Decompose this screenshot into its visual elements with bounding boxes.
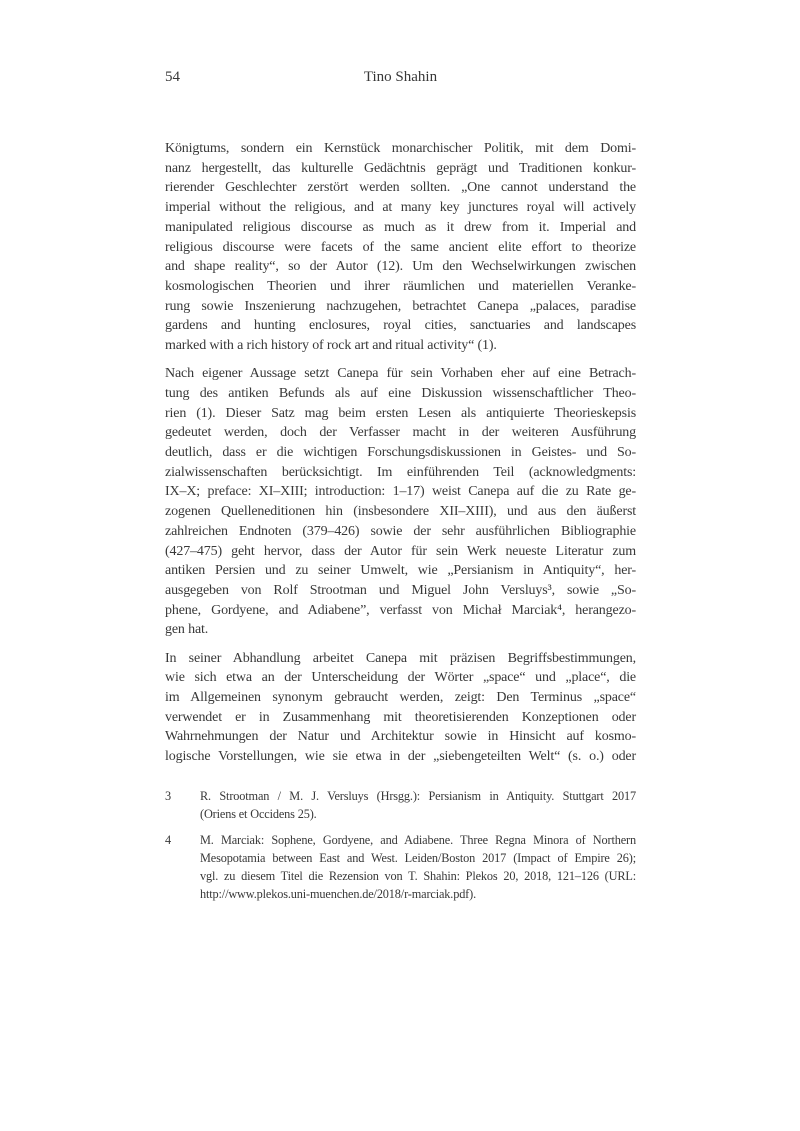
text-line: kosmologischen Theorien und ihrer räumlichen und materiellen Veranke-	[165, 278, 636, 294]
running-title: Tino Shahin	[363, 69, 438, 85]
text-line: manipulated religious discourse as much as it drew from it. Imperial and	[165, 219, 636, 235]
footnote-4	[165, 831, 636, 903]
text-line: verwendet er in Zusammenhang mit theoretisierenden Konzeptionen oder	[165, 709, 636, 725]
text-line: Mesopotamia between East and West. Leiden/Boston 2017 (Impact of Empire 26);	[200, 851, 636, 865]
text-line: religious discourse were facets of the same ancient elite effort to theorize	[165, 239, 636, 255]
text-line: zahlreichen Endnoten (379–426) sowie der sehr ausführlichen Bibliographie	[165, 523, 636, 539]
text-line: logische Vorstellungen, wie sie etwa in der „siebengeteilten Welt“ (s. o.) oder	[165, 749, 636, 765]
text-line: (Oriens et Occidens 25).	[200, 807, 317, 821]
text-line: rien (1). Dieser Satz mag beim ersten Lesen als antiquierte Theorieskepsis	[165, 405, 636, 421]
footnote-3	[165, 787, 636, 823]
text-line: phene, Gordyene, and Adiabene”, verfasst von Michał Marciak⁴, herangezo-	[165, 602, 636, 618]
paragraph-3	[165, 649, 636, 767]
text-line: M. Marciak: Sophene, Gordyene, and Adiabene. Three Regna Minora of Northern	[200, 833, 636, 847]
text-line: gen hat.	[165, 622, 209, 638]
text-line: zogenen Quelleneditionen hin (insbesondere XII–XIII), und aus den äußerst	[165, 504, 636, 520]
text-line: gardens and hunting enclosures, royal cities, sanctuaries and landscapes	[165, 318, 636, 334]
text-line: Wahrnehmungen der Natur und Architektur sowie in Hinsicht auf kosmo-	[165, 729, 636, 745]
footnote-text	[200, 831, 636, 903]
text-line: rung sowie Inszenierung nachzugehen, betrachtet Canepa „palaces, paradise	[165, 298, 636, 314]
text-line: and shape reality“, so der Autor (12). Um den Wechselwirkungen zwischen	[165, 259, 636, 275]
body-text	[165, 139, 636, 767]
text-line: zialwissenschaften berücksichtigt. Im einführenden Teil (acknowledgments:	[165, 464, 636, 480]
text-line: gedeutet werden, doch der Verfasser macht in der weiteren Ausführung	[165, 425, 636, 441]
footnote-text	[200, 787, 636, 823]
text-line: rierender Geschlechter zerstört werden sollten. „One cannot understand the	[165, 180, 636, 196]
footnote-number: 4	[165, 833, 171, 847]
text-line: marked with a rich history of rock art and ritual activity“ (1).	[165, 338, 497, 354]
text-line: im Allgemeinen synonym gebraucht werden, zeigt: Den Terminus „space“	[165, 689, 636, 705]
text-line: nanz hergestellt, das kulturelle Gedächtnis geprägt und Traditionen konkur-	[165, 160, 636, 176]
text-line: tung des antiken Befunds als auf eine Diskussion wissenschaftlicher Theo-	[165, 385, 636, 401]
text-line: vgl. zu diesem Titel die Rezension von T. Shahin: Plekos 20, 2018, 121–126 (URL:	[200, 869, 636, 883]
text-line: R. Strootman / M. J. Versluys (Hrsgg.): Persianism in Antiquity. Stuttgart 2017	[200, 789, 636, 803]
text-line: imperial without the religious, and at many key junctures royal will actively	[165, 200, 636, 216]
text-line: wie sich etwa an der Unterscheidung der Wörter „space“ und „place“, die	[165, 670, 636, 686]
footnotes-section	[165, 787, 636, 903]
text-line: Königtums, sondern ein Kernstück monarchischer Politik, mit dem Domi-	[165, 141, 636, 156]
paragraph-2	[165, 364, 636, 640]
paragraph-1	[165, 139, 636, 356]
page-number: 54	[165, 69, 180, 85]
text-line: antiken Persien und zu seiner Umwelt, wie „Persianism in Antiquity“, her-	[165, 563, 636, 579]
text-line: Nach eigener Aussage setzt Canepa für sein Vorhaben eher auf eine Betrach-	[165, 366, 636, 382]
text-line: deutlich, dass er die wichtigen Forschungsdiskussionen in Geistes- und So-	[165, 445, 636, 461]
text-line: In seiner Abhandlung arbeitet Canepa mit präzisen Begriffsbestimmungen,	[165, 650, 636, 666]
text-line: http://www.plekos.uni-muenchen.de/2018/r-marciak.pdf).	[200, 887, 477, 901]
footnote-number: 3	[165, 789, 171, 803]
text-line: (427–475) geht hervor, dass der Autor für sein Werk neueste Literatur zum	[165, 543, 636, 559]
page-header	[165, 67, 636, 87]
text-line: ausgegeben von Rolf Strootman und Miguel John Versluys³, sowie „So-	[165, 582, 636, 598]
text-line: IX–X; preface: XI–XIII; introduction: 1–17) weist Canepa auf die zu Rate ge-	[165, 484, 636, 500]
